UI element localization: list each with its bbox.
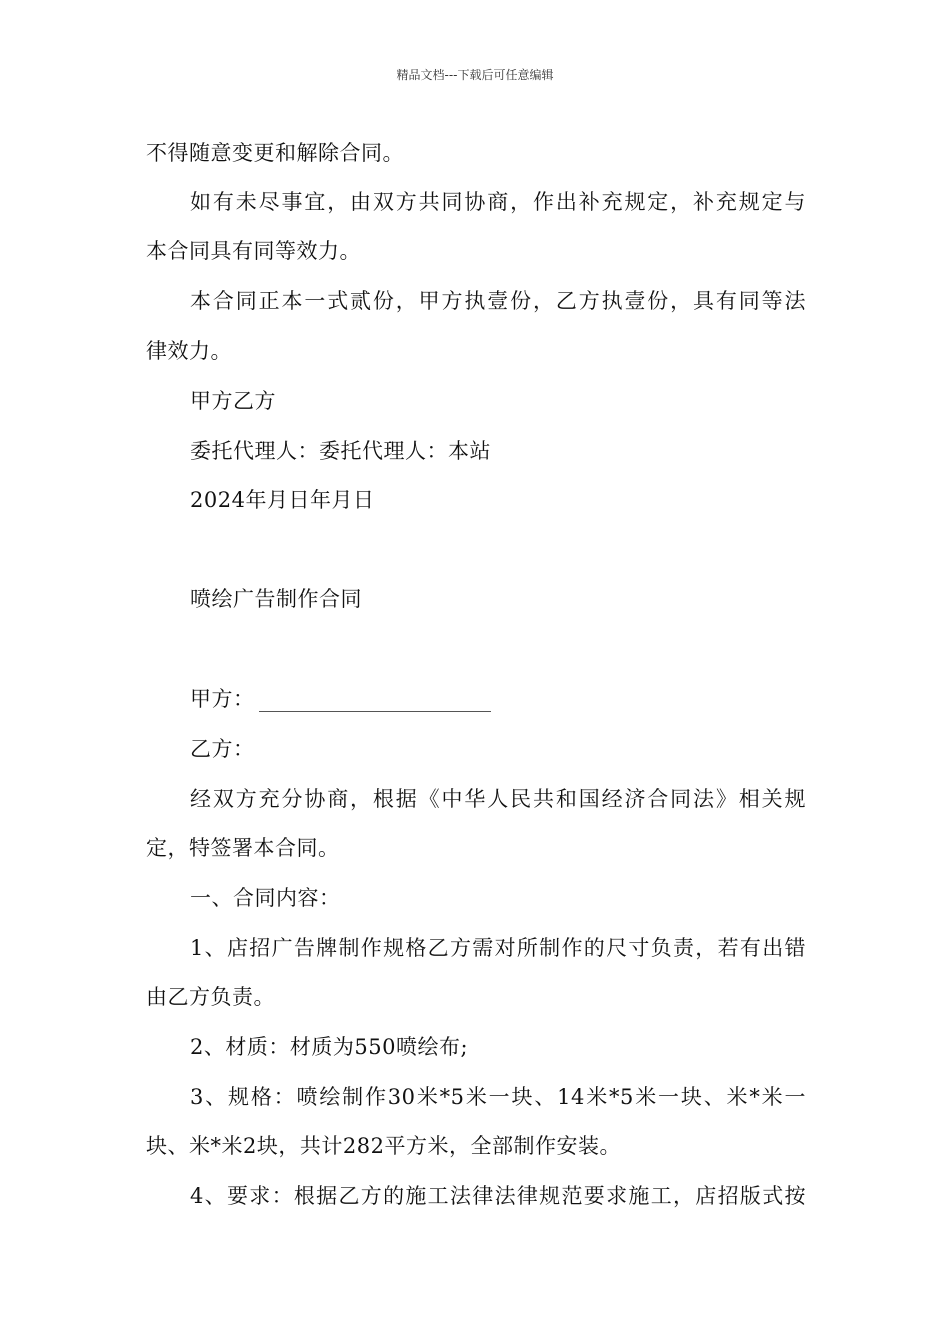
party-a-blank: [259, 689, 491, 712]
party-b-line: 乙方：: [190, 737, 255, 761]
paragraph-line: 如有未尽事宜，由双方共同协商，作出补充规定，补充规定与: [190, 190, 806, 214]
clause-line: 2、材质：材质为550喷绘布;: [190, 1035, 469, 1059]
signature-parties: 甲方乙方: [190, 389, 276, 413]
clause-line: 1、店招广告牌制作规格乙方需对所制作的尺寸负责，若有出错: [190, 936, 806, 960]
party-a-line: [190, 686, 491, 712]
paragraph-line: 律效力。: [146, 339, 232, 363]
clause-line: 块、米*米2块，共计282平方米，全部制作安装。: [146, 1134, 621, 1158]
signature-agents: 委托代理人：委托代理人：本站: [190, 439, 491, 463]
paragraph-line: 本合同具有同等效力。: [146, 239, 361, 263]
paragraph-line: 本合同正本一式贰份，甲方执壹份，乙方执壹份，具有同等法: [190, 289, 806, 313]
paragraph-line: 经双方充分协商，根据《中华人民共和国经济合同法》相关规: [190, 787, 806, 811]
contract-title: 喷绘广告制作合同: [190, 587, 362, 611]
section-heading: 一、合同内容：: [190, 886, 341, 910]
paragraph-line: 不得随意变更和解除合同。: [146, 141, 404, 165]
clause-line: 3、规格：喷绘制作30米*5米一块、14米*5米一块、米*米一: [190, 1085, 806, 1109]
clause-line: 由乙方负责。: [146, 985, 275, 1009]
party-a-label: 甲方：: [190, 687, 255, 711]
clause-line: 4、要求：根据乙方的施工法律法律规范要求施工，店招版式按: [190, 1184, 806, 1208]
paragraph-line: 定，特签署本合同。: [146, 836, 340, 860]
page-header: 精品文档---下载后可任意编辑: [396, 68, 554, 82]
signature-dates: 2024年月日年月日: [190, 488, 375, 512]
